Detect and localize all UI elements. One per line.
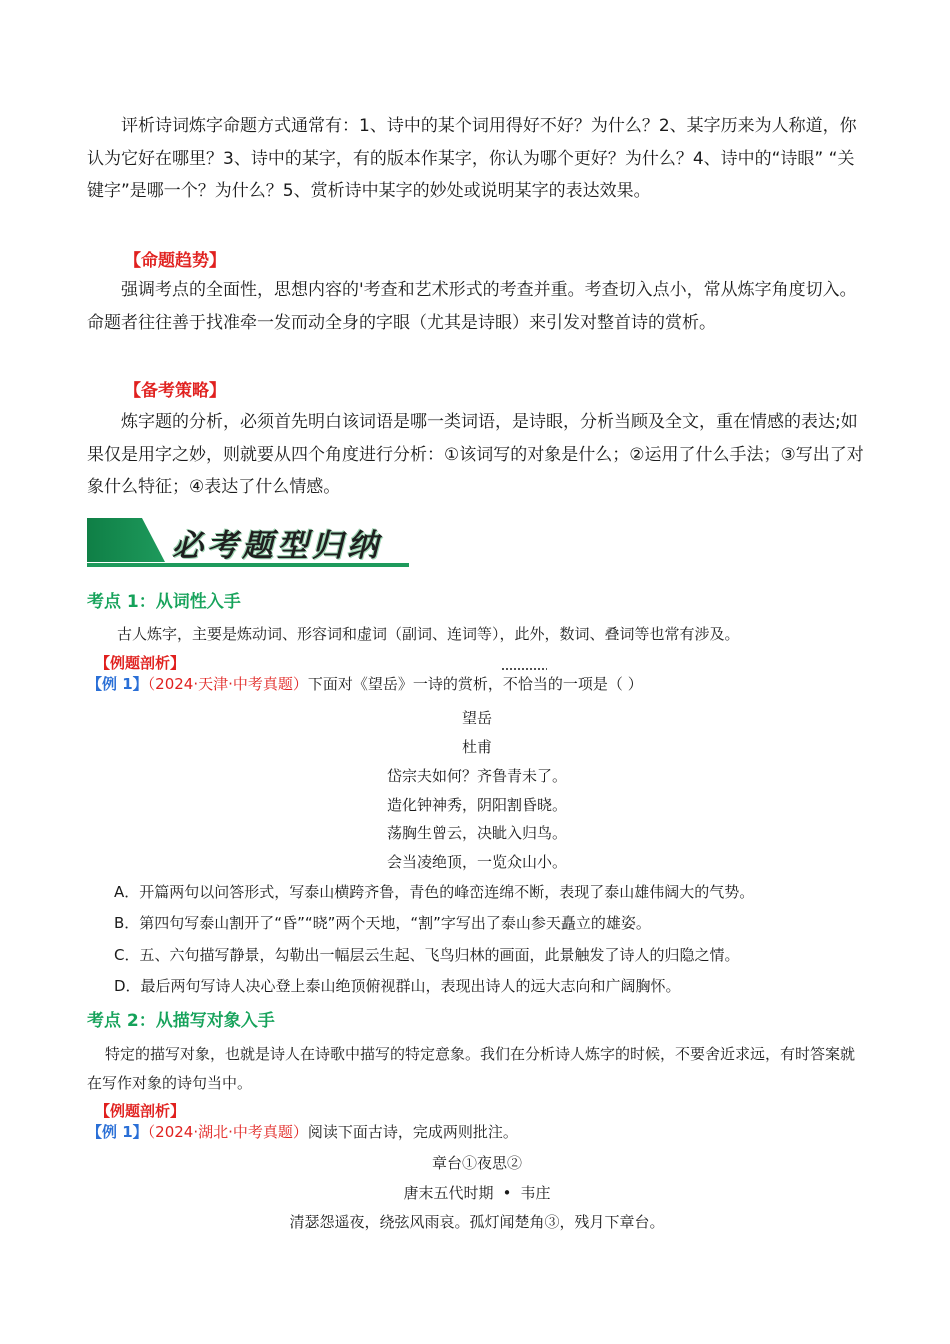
option-b: B．第四句写泰山割开了“昏”“晓”两个天地，“割”字写出了泰山参天矗立的雄姿。 <box>114 914 651 932</box>
poem1-line: 岱宗夫如何？齐鲁青未了。 <box>386 767 567 785</box>
option-c: C．五、六句描写静景，勾勒出一幅层云生起、飞鸟归林的画面，此景触发了诗人的归隐之情。 <box>114 946 740 964</box>
poem2-author: 唐末五代时期 • 韦庄 <box>403 1184 551 1202</box>
poem1-line: 荡胸生曾云，决眦入归鸟。 <box>386 824 567 842</box>
point2-example-label: 【例 1】 <box>87 1123 148 1141</box>
intro-paragraph: 评析诗词炼字命题方式通常有：1、诗中的某个词用得好不好？为什么？2、某字历来为人称道，你认为它好在哪里？3、诗中的某字，有的版本作某字，你认为哪个更好？为什么？4、诗中的“诗眼” “关键字”是哪一个？为什么？5、赏析诗中某字的妙处或说明某字的表达效果。 <box>87 116 857 201</box>
point1-title: 考点 1：从词性入手 <box>87 592 241 612</box>
section-banner-title: 必考题型归纳 <box>172 528 382 564</box>
point2-example-tag: 【例题剖析】 <box>95 1102 186 1120</box>
point1-question-before: 下面对《望岳》一诗的赏析， <box>307 675 503 693</box>
point1-text: 古人炼字，主要是炼动词、形容词和虚词（副词、连词等），此外，数词、叠词等也常有涉及。 <box>117 625 740 643</box>
point2-text: 特定的描写对象，也就是诗人在诗歌中描写的特定意象。我们在分析诗人炼字的时候，不要舍近求远，有时答案就在写作对象的诗句当中。 <box>87 1045 856 1092</box>
option-a: A．开篇两句以问答形式，写泰山横跨齐鲁，青色的峰峦连绵不断，表现了泰山雄伟阔大的气势。 <box>114 883 755 901</box>
point2-example-line <box>87 1121 518 1142</box>
poem1-line: 造化钟神秀，阴阳割昏晓。 <box>386 796 567 814</box>
point1-example-tag: 【例题剖析】 <box>95 654 186 672</box>
point1-question-after: 的一项是（ ） <box>547 675 643 693</box>
point1-example-line <box>87 673 643 694</box>
strategy-tag: 【备考策略】 <box>124 381 226 401</box>
trend-tag: 【命题趋势】 <box>124 251 226 271</box>
trend-paragraph: 强调考点的全面性，思想内容的'考查和艺术形式的考查并重。考查切入点小，常从炼字角度切入。命题者往往善于找准牵一发而动全身的字眼（尤其是诗眼）来引发对整首诗的赏析。 <box>87 280 857 333</box>
poem1-author: 杜甫 <box>461 738 492 756</box>
point1-question-dotted: 不恰当 <box>502 675 548 693</box>
poem1-title: 望岳 <box>461 709 492 727</box>
poem1-line: 会当凌绝顶，一览众山小。 <box>386 853 567 871</box>
point2-example-source: （2024·湖北·中考真题） <box>147 1123 308 1141</box>
point1-example-label: 【例 1】 <box>87 675 148 693</box>
point2-title: 考点 2：从描写对象入手 <box>87 1011 275 1031</box>
poem2-title: 章台①夜思② <box>431 1154 522 1172</box>
strategy-paragraph: 炼字题的分析，必须首先明白该词语是哪一类词语，是诗眼，分析当顾及全文，重在情感的表达;如果仅是用字之妙，则就要从四个角度进行分析：①该词写的对象是什么；②运用了什么手法；③写出了对象什么特征；④表达了什么情感。 <box>87 412 864 497</box>
point2-question: 阅读下面古诗，完成两则批注。 <box>307 1123 518 1141</box>
poem2-line: 清瑟怨遥夜，绕弦风雨哀。孤灯闻楚角③，残月下章台。 <box>289 1213 665 1231</box>
option-d: D．最后两句写诗人决心登上泰山绝顶俯视群山，表现出诗人的远大志向和广阔胸怀。 <box>114 977 681 995</box>
point1-example-source: （2024·天津·中考真题） <box>147 675 308 693</box>
